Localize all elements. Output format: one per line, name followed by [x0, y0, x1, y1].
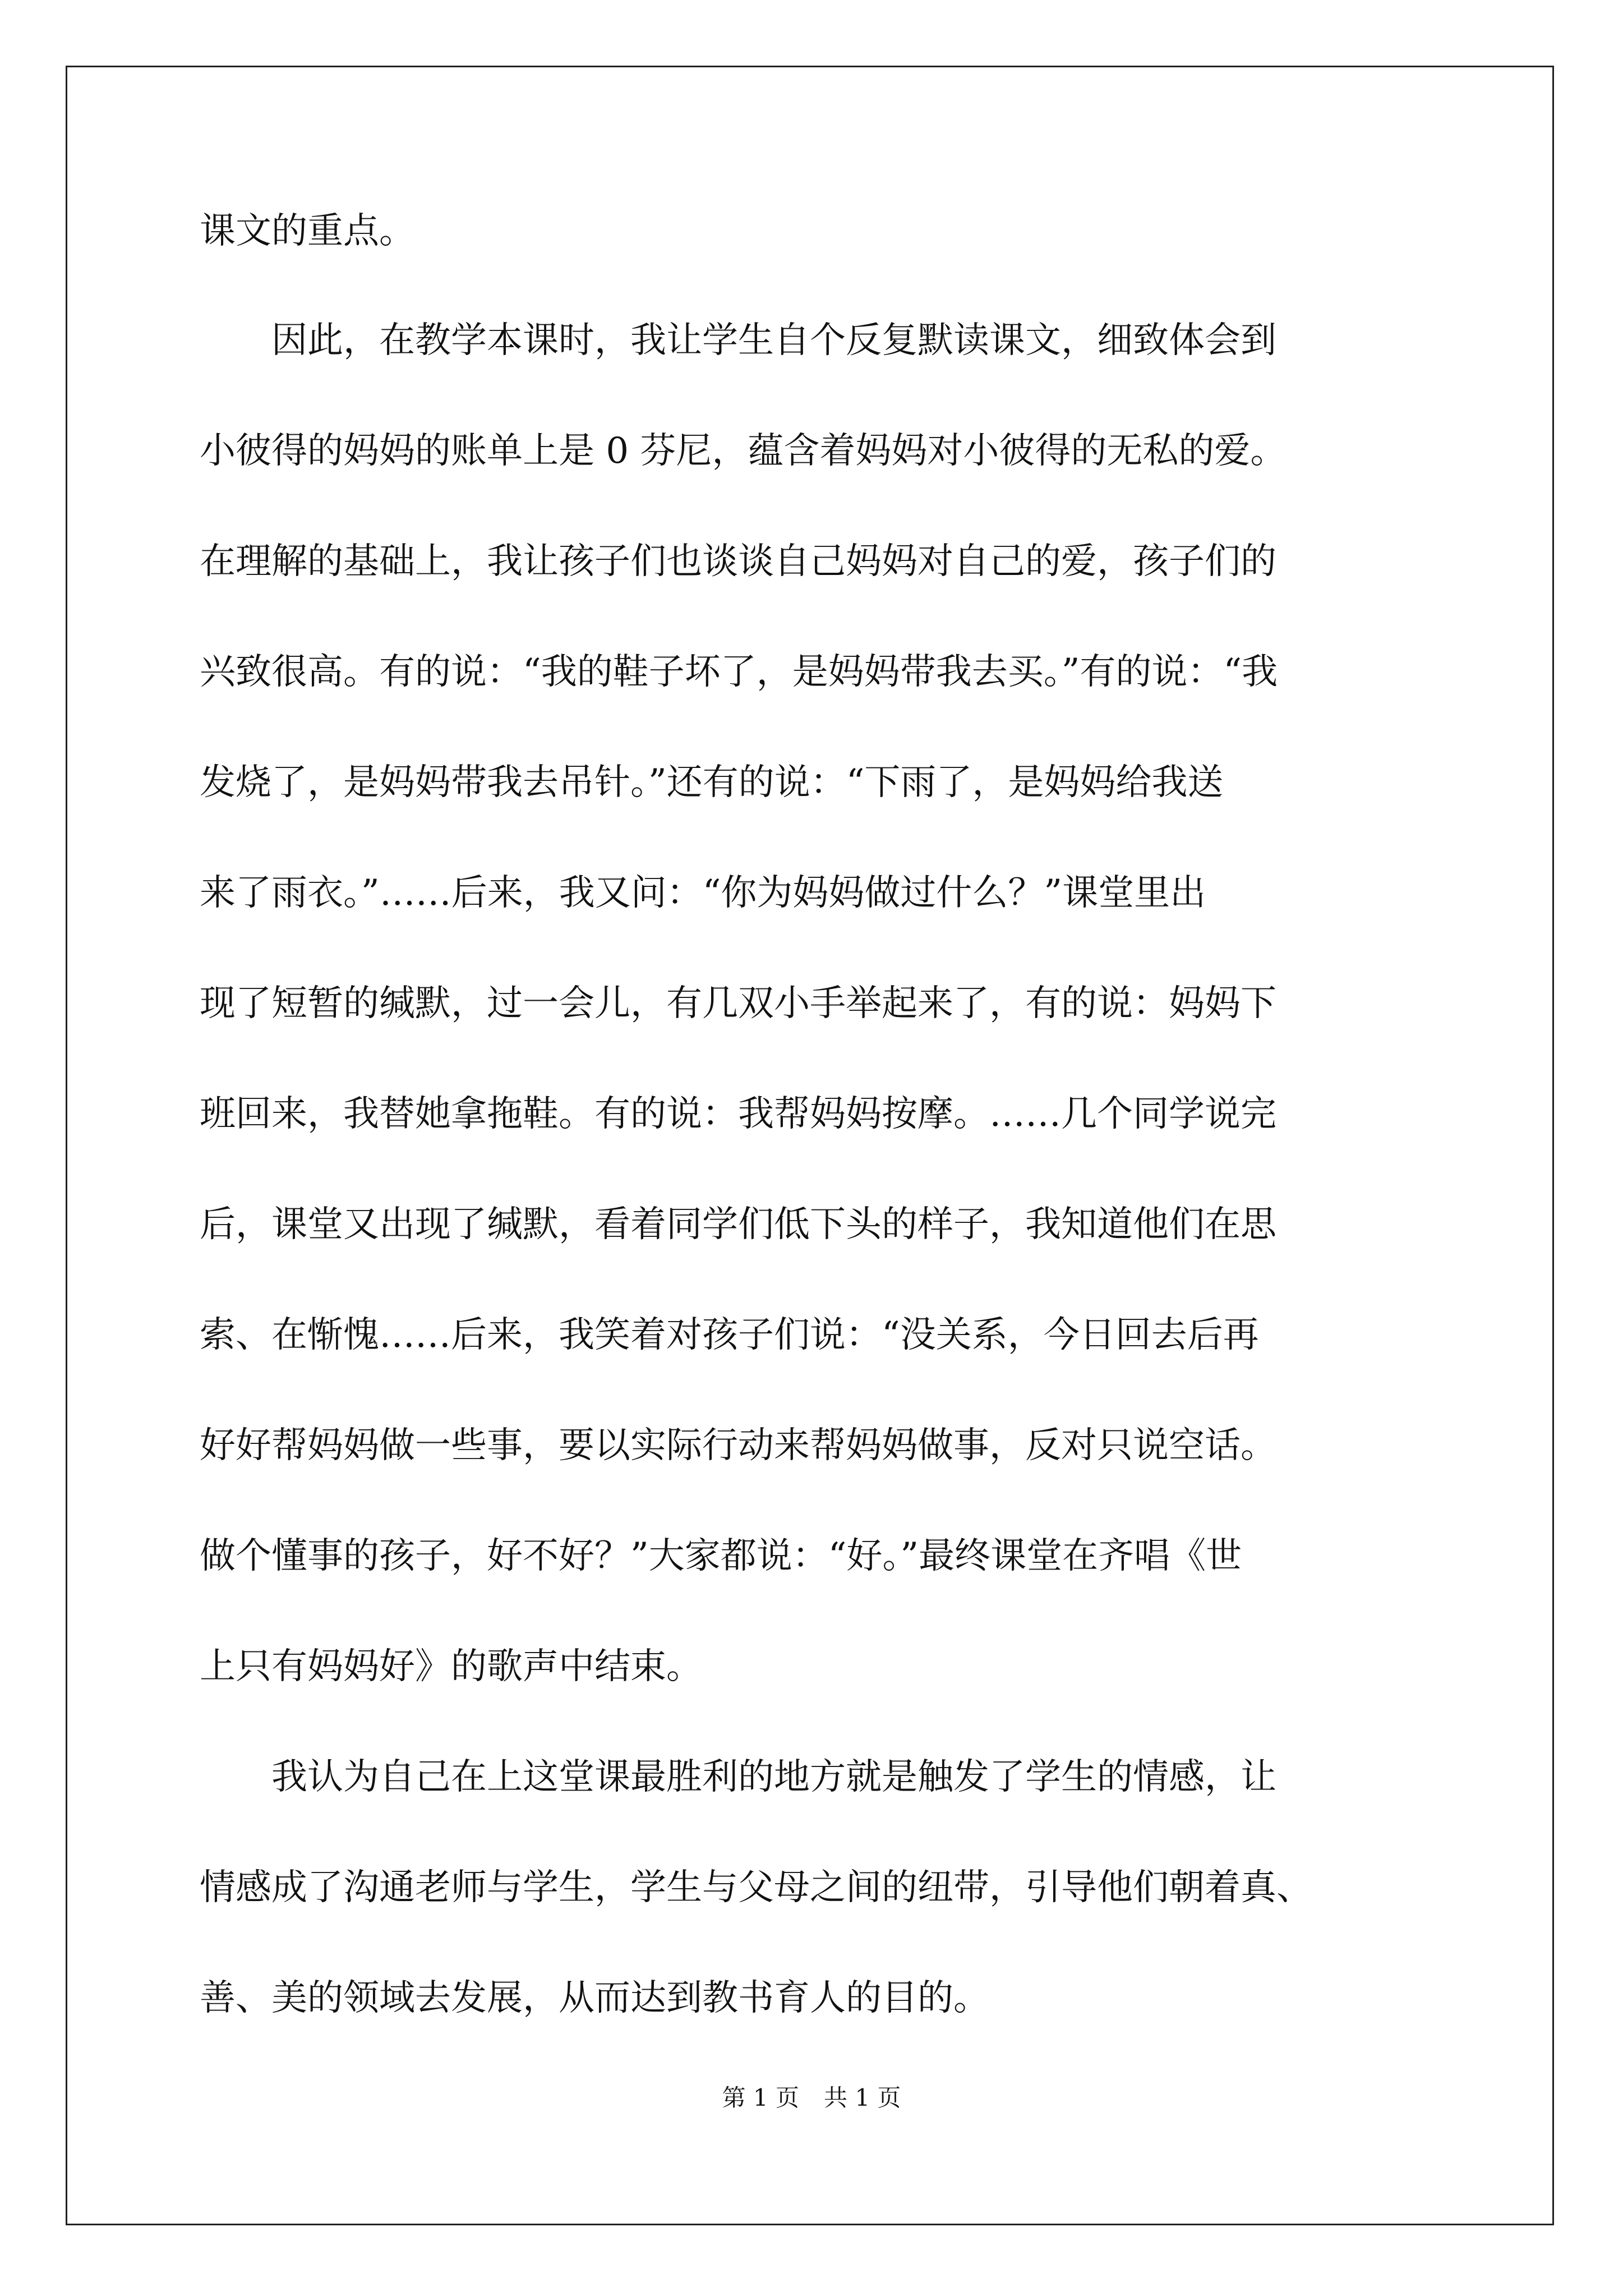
- text-line: 课文的重点。: [200, 210, 415, 252]
- text-line: 兴致很高。有的说：“我的鞋子坏了，是妈妈带我去买。”有的说：“我: [200, 651, 1278, 693]
- text-line: 现了短暂的缄默，过一会儿，有几双小手举起来了，有的说：妈妈下: [200, 983, 1276, 1024]
- text-line: 发烧了，是妈妈带我去吊针。”还有的说：“下雨了，是妈妈给我送: [200, 762, 1224, 803]
- text-line: 班回来，我替她拿拖鞋。有的说：我帮妈妈按摩。……几个同学说完: [200, 1093, 1276, 1135]
- text-line: 做个懂事的孩子，好不好？”大家都说：“好。”最终课堂在齐唱《世: [200, 1535, 1242, 1577]
- text-line: 善、美的领域去发展，从而达到教书育人的目的。: [200, 1977, 989, 2019]
- text-line: 来了雨衣。”……后来，我又问：“你为妈妈做过什么？”课堂里出: [200, 872, 1206, 914]
- text-line: 因此，在教学本课时，我让学生自个反复默读课文，细致体会到: [200, 320, 1276, 361]
- page-total: 共 1 页: [824, 2084, 901, 2111]
- text-line: 在理解的基础上，我让孩子们也谈谈自己妈妈对自己的爱，孩子们的: [200, 541, 1276, 582]
- text-line: 索、在惭愧……后来，我笑着对孩子们说：“没关系，今日回去后再: [200, 1314, 1259, 1356]
- text-line: 后，课堂又出现了缄默，看着同学们低下头的样子，我知道他们在思: [200, 1204, 1276, 1245]
- text-line: 小彼得的妈妈的账单上是 0 芬尼，蕴含着妈妈对小彼得的无私的爱。: [200, 430, 1287, 472]
- text-line: 好好帮妈妈做一些事，要以实际行动来帮妈妈做事，反对只说空话。: [200, 1425, 1276, 1466]
- text-line: 上只有妈妈好》的歌声中结束。: [200, 1646, 702, 1687]
- text-line: 情感成了沟通老师与学生，学生与父母之间的纽带，引导他们朝着真、: [200, 1867, 1312, 1908]
- text-line: 我认为自己在上这堂课最胜利的地方就是触发了学生的情感，让: [200, 1756, 1276, 1798]
- page-footer: [0, 2083, 1623, 2113]
- page-number: 第 1 页: [722, 2084, 799, 2111]
